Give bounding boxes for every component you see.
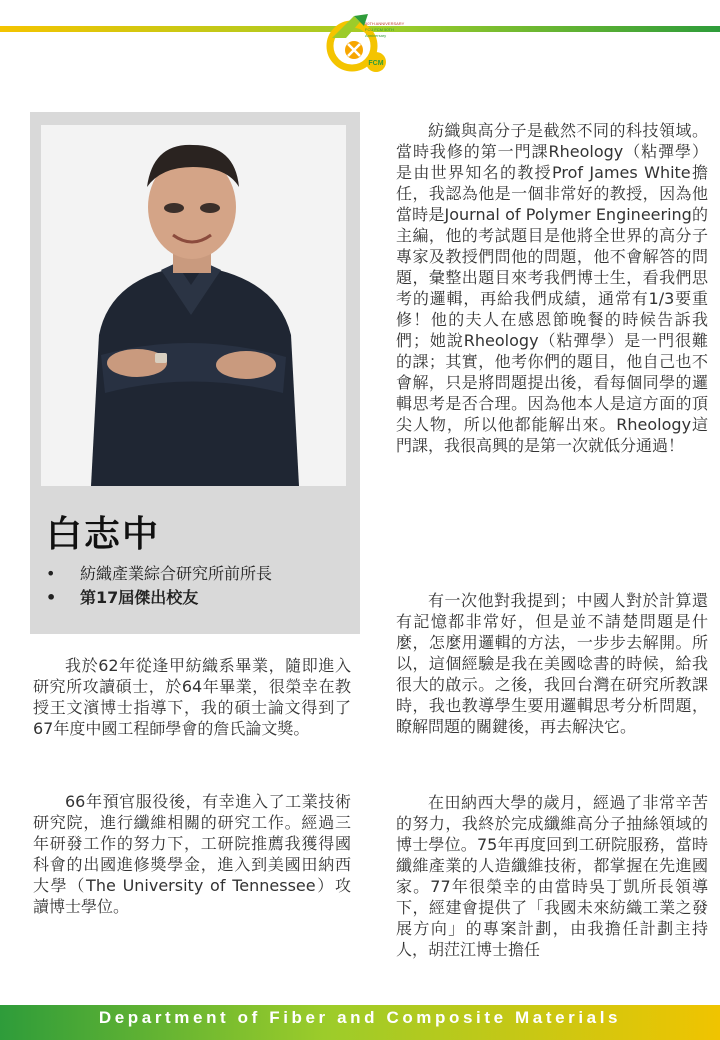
right-paragraph-3: 在田納西大學的歲月，經過了非常辛苦的努力，我終於完成纖維高分子抽絲領域的博士學位。75年再度回到工研院服務，當時纖維產業的人造纖維技術，都掌握在先進國家。77年很榮幸的由當時吳丁凱所長領導下，經建會提供了「我國未來紡織工業之發展方向」的專案計劃，由我擔任計劃主持人，胡茳江博士擔任 xyxy=(396,793,708,959)
title-item xyxy=(46,586,272,610)
title-item xyxy=(46,562,272,586)
title-text: 紡織產業綜合研究所前所長 xyxy=(80,564,273,583)
right-paragraph-2: 有一次他對我提到；中國人對於計算還有記憶都非常好，但是並不請楚問題是什麼，怎麼用邏輯的方法，一步步去解開。所以，這個經驗是我在美國唸書的時候，給我很大的啟示。之後，我回台灣在研究所教課時，我也教導學生要用邏輯思考分析問題，瞭解問題的關鍵後，再去解決它。 xyxy=(396,591,708,736)
logo-text-1: 50TH ANNIVERSARY xyxy=(365,21,405,26)
title-text: 第17屆傑出校友 xyxy=(80,588,199,607)
bullet-icon: • xyxy=(46,564,56,583)
department-footer-text: Department of Fiber and Composite Materials xyxy=(98,1008,622,1027)
title-list xyxy=(46,562,272,610)
person-name: 白志中 xyxy=(46,514,161,555)
anniversary-logo xyxy=(324,8,405,74)
portrait-photo xyxy=(41,125,346,486)
logo-badge: FCM xyxy=(368,60,384,67)
logo-text-2: FCU FCM 50TH xyxy=(365,27,394,32)
left-paragraph-1: 我於62年從逢甲紡織系畢業，隨即進入研究所攻讀碩士，於64年畢業，很榮幸在教授王文濱博士指導下，我的碩士論文得到了67年度中國工程師學會的詹氏論文獎。 xyxy=(33,656,351,738)
logo-text-3: Anniversary xyxy=(365,33,387,38)
bullet-icon: • xyxy=(46,588,57,607)
left-paragraph-2: 66年預官服役後，有幸進入了工業技術研究院，進行纖維相關的研究工作。經過三年研發工作的努力下，工研院推薦我獲得國科會的出國進修獎學金，進入到美國田納西大學（The University of Tennessee）攻讀博士學位。 xyxy=(33,792,351,916)
right-paragraph-1: 紡織與高分子是截然不同的科技領域。當時我修的第一門課Rheology（粘彈學）是由世界知名的教授Prof James White擔任，我認為他是一個非常好的教授，因為他當時是Journal of Polymer Engineering的主編，他的考試題目是他將全世界的高分子專家及教授們問他的問題，他不會解答的問題，彙整出題目來考我們博士生，看我們思考的邏輯，再給我們成績，通常有1/3要重修！他的夫人在感恩節晚餐的時候告訴我們；她說Rheology（粘彈學）是一門很難的課；其實，他考你們的題目，他自己也不會解，只是將問題提出後，看每個同學的邏輯思考是否合理。因為他本人是這方面的頂尖人物，所以他都能解出來。Rheology這門課，我很高興的是第一次就低分通過！ xyxy=(396,121,708,455)
